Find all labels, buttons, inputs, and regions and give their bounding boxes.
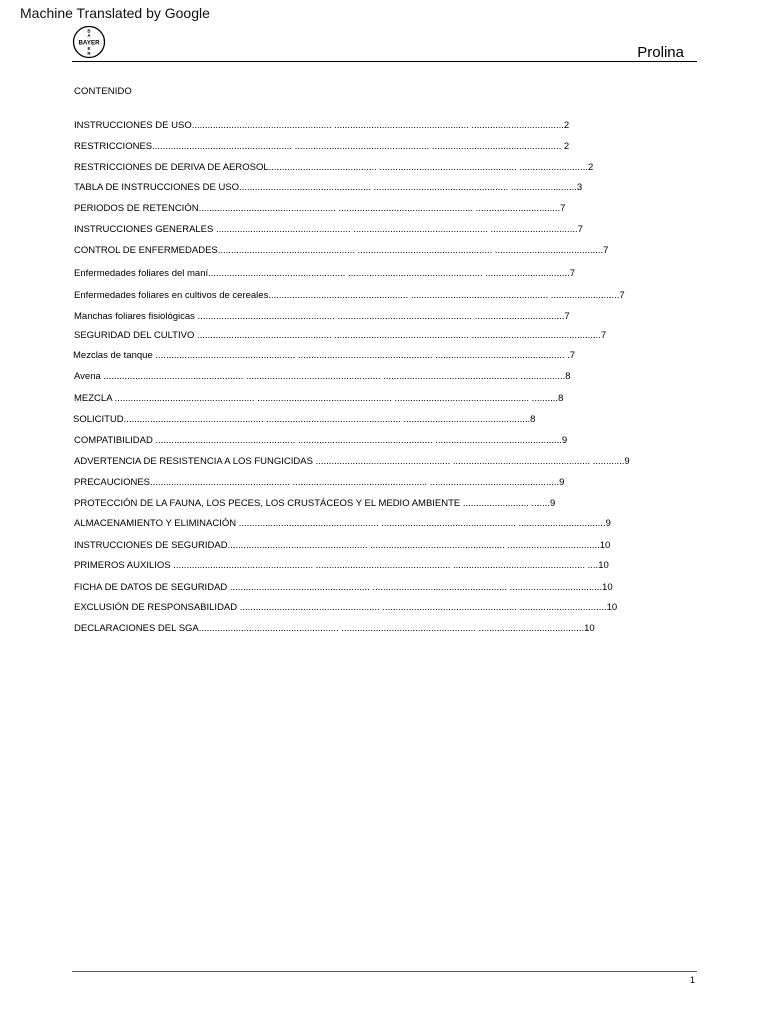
toc-entry-enfermedades-mani[interactable]: Enfermedades foliares del maní.................................................... ................................................... ................................7 bbox=[74, 268, 576, 279]
toc-entry-seguridad-cultivo[interactable]: SEGURIDAD DEL CULTIVO ................................................... ................................................... .................................................7 bbox=[74, 330, 607, 341]
document-title: Prolina bbox=[637, 44, 684, 61]
toc-entry-proteccion-fauna[interactable]: PROTECCIÓN DE LA FAUNA, LOS PECES, LOS CRUSTÁCEOS Y EL MEDIO AMBIENTE ......................... .......9 bbox=[74, 498, 556, 509]
toc-entry-exclusion-responsabilidad[interactable]: EXCLUSIÓN DE RESPONSABILIDAD ..................................................... ................................................... .................................10 bbox=[74, 602, 618, 613]
toc-entry-restricciones-deriva[interactable]: RESTRICCIONES DE DERIVA DE AEROSOL......................................... .................................................... ..........................2 bbox=[74, 162, 594, 173]
toc-entry-tabla-instrucciones[interactable]: TABLA DE INSTRUCCIONES DE USO.................................................. ................................................... .........................3 bbox=[74, 182, 583, 193]
toc-entry-solicitud[interactable]: SOLICITUD..................................................... ................................................... ................................................8 bbox=[73, 414, 536, 425]
toc-entry-mezcla[interactable]: MEZCLA ..................................................... ................................................... ................................................... ..........8 bbox=[74, 393, 564, 404]
logo-letter-e: E bbox=[87, 46, 91, 52]
toc-entry-manchas-foliares[interactable]: Manchas foliares fisiológicas .................................................... ................................................... ..................................7 bbox=[74, 311, 570, 322]
toc-entry-advertencia-resistencia[interactable]: ADVERTENCIA DE RESISTENCIA A LOS FUNGICIDAS ................................................... .................................................... ............9 bbox=[74, 456, 630, 467]
logo-wordmark: BAYER bbox=[78, 39, 100, 47]
toc-entry-primeros-auxilios[interactable]: PRIMEROS AUXILIOS ..................................................... ................................................... .................................................. ....10 bbox=[74, 560, 609, 571]
footer-divider bbox=[72, 971, 697, 972]
toc-entry-precauciones[interactable]: PRECAUCIONES..................................................... ................................................... .................................................9 bbox=[74, 477, 565, 488]
page-number: 1 bbox=[689, 975, 695, 985]
toc-entry-enfermedades-cereales[interactable]: Enfermedades foliares en cultivos de cereales..................................................... .................................................... ..........................7 bbox=[74, 290, 625, 301]
toc-entry-instrucciones-generales[interactable]: INSTRUCCIONES GENERALES ................................................... ................................................... .................................7 bbox=[74, 224, 583, 235]
toc-entry-restricciones[interactable]: RESTRICCIONES..................................................... ................................................... ................................................. 2 bbox=[74, 141, 570, 152]
toc-entry-compatibilidad[interactable]: COMPATIBILIDAD ..................................................... ................................................... ................................................9 bbox=[74, 435, 568, 446]
header-divider bbox=[72, 61, 697, 62]
logo-letter-r: R bbox=[87, 51, 91, 56]
toc-entry-mezclas-tanque[interactable]: Mezclas de tanque ..................................................... ................................................... ................................................. .7 bbox=[73, 350, 576, 361]
logo-letter-b: B bbox=[87, 28, 91, 34]
toc-entry-instrucciones-de-uso[interactable]: INSTRUCCIONES DE USO..................................................... ................................................... ...................................2 bbox=[74, 120, 570, 131]
logo-letter-a: A bbox=[87, 33, 91, 39]
toc-entry-instrucciones-seguridad[interactable]: INSTRUCCIONES DE SEGURIDAD..................................................... ................................................... ...................................10 bbox=[74, 540, 611, 551]
toc-entry-almacenamiento[interactable]: ALMACENAMIENTO Y ELIMINACIÓN ..................................................... ................................................... .................................9 bbox=[74, 518, 611, 529]
toc-entry-avena[interactable]: Avena ..................................................... ................................................... ................................................... .................8 bbox=[74, 371, 571, 382]
toc-entry-periodos-retencion[interactable]: PERIODOS DE RETENCIÓN.................................................... ................................................... ................................7 bbox=[74, 203, 566, 214]
toc-entry-control-enfermedades[interactable]: CONTROL DE ENFERMEDADES.................................................... ................................................... .........................................7 bbox=[74, 245, 609, 256]
toc-entry-declaraciones-sga[interactable]: DECLARACIONES DEL SGA..................................................... ................................................... ........................................10 bbox=[74, 623, 595, 634]
toc-heading: CONTENIDO bbox=[74, 86, 132, 97]
bayer-logo-icon bbox=[72, 25, 106, 59]
machine-translation-banner: Machine Translated by Google bbox=[20, 5, 210, 21]
toc-entry-ficha-datos[interactable]: FICHA DE DATOS DE SEGURIDAD ..................................................... ................................................... ...................................10 bbox=[74, 582, 613, 593]
